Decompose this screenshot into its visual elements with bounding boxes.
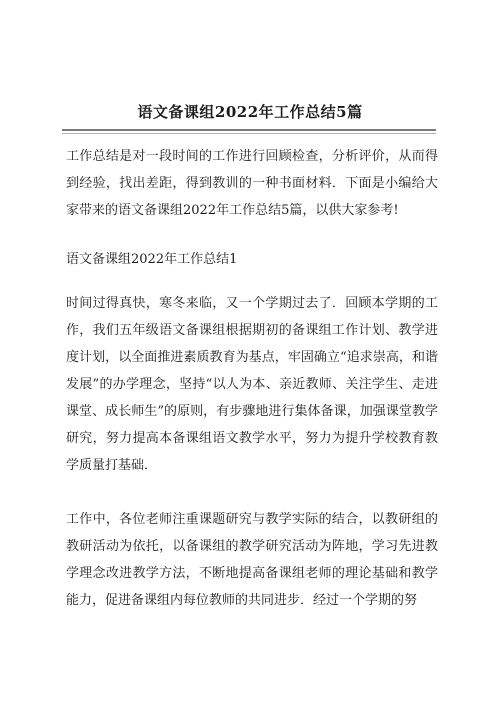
intro-paragraph: 工作总结是对一段时间的工作进行回顾检查，分析评价，从而得到经验，找出差距，得到教训的一种书面材料．下面是小编给大家带来的语文备课组2022年工作总结5篇，以供大家参考!	[66, 149, 438, 218]
document-title: 语文备课组2022年工作总结5篇	[137, 103, 363, 121]
title-divider-thin	[62, 133, 436, 134]
body-paragraph: 工作中，各位老师注重课题研究与教学实际的结合，以教研组的教研活动为依托，以备课组的教学研究活动为阵地，学习先进教学理念改进教学方法，不断地提高备课组老师的理论基础和教学能力，促进备课组内每位教师的共同进步．经过一个学期的努	[66, 512, 438, 608]
title-divider	[62, 129, 436, 131]
body-paragraph: 时间过得真快，寒冬来临，又一个学期过去了．回顾本学期的工作，我们五年级语文备课组根据期初的备课组工作计划、教学进度计划，以全面推进素质教育为基点，牢固确立“追求崇高，和谐发展”的办学理念，坚持“以人为本、亲近教师、关注学生、走进课堂、成长师生”的原则，有步骤地进行集体备课，加强课堂教学研究，努力提高本备课组语文教学水平，努力为提升学校教育教学质量打基础．	[66, 296, 438, 473]
section-heading: 语文备课组2022年工作总结1	[66, 252, 238, 267]
